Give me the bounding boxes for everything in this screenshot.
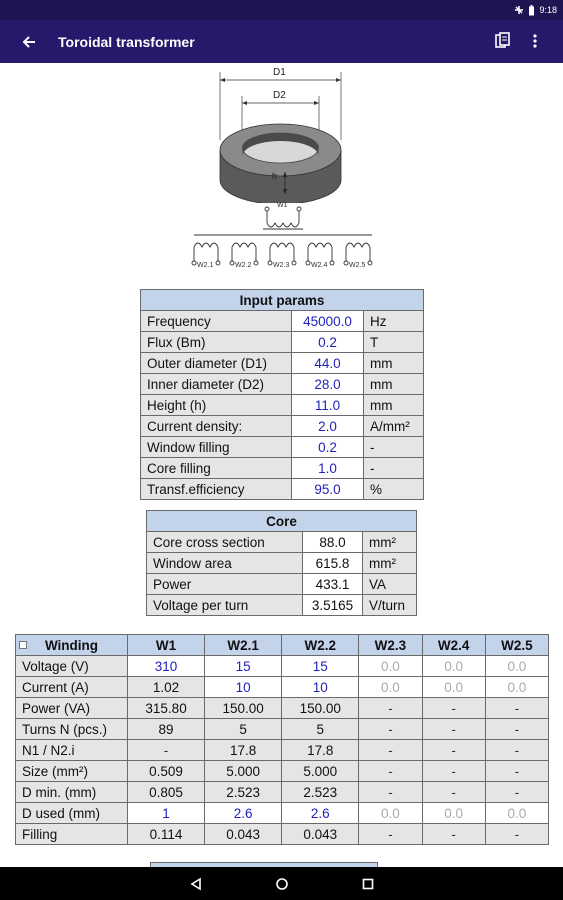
- current-input[interactable]: 0.0: [359, 677, 422, 698]
- voltage-input[interactable]: 310: [128, 656, 205, 677]
- filling-cell: -: [359, 824, 422, 845]
- table-row: [16, 719, 549, 740]
- row-label: N1 / N2.i: [16, 740, 128, 761]
- core-label: Core cross section: [147, 532, 303, 553]
- turns-cell: 89: [128, 719, 205, 740]
- battery-icon: [528, 5, 535, 16]
- dused-input[interactable]: 0.0: [485, 803, 548, 824]
- ratio-cell: -: [485, 740, 548, 761]
- voltage-input[interactable]: 15: [205, 656, 282, 677]
- winding-col-header: W2.4: [422, 635, 485, 656]
- power-cell: -: [359, 698, 422, 719]
- ratio-cell: -: [128, 740, 205, 761]
- navigation-bar: [0, 867, 563, 900]
- toroid-core-diagram: [205, 68, 355, 203]
- dused-input[interactable]: 0.0: [359, 803, 422, 824]
- filling-cell: -: [422, 824, 485, 845]
- dused-input[interactable]: 2.6: [205, 803, 282, 824]
- d1-label: D1: [273, 67, 286, 78]
- filling-cell: -: [485, 824, 548, 845]
- core-unit: mm²: [363, 532, 417, 553]
- content-area[interactable]: [0, 63, 563, 867]
- table-row: [16, 740, 549, 761]
- w2-2-label: W2.2: [235, 262, 252, 269]
- power-cell: 150.00: [282, 698, 359, 719]
- row-label: Voltage (V): [16, 656, 128, 677]
- current-cell: 1.02: [128, 677, 205, 698]
- row-label: D used (mm): [16, 803, 128, 824]
- core-value: 615.8: [303, 553, 363, 574]
- power-cell: 150.00: [205, 698, 282, 719]
- back-arrow-icon[interactable]: [20, 33, 38, 51]
- filling-cell: 0.043: [282, 824, 359, 845]
- core-unit: V/turn: [363, 595, 417, 616]
- param-label: Frequency: [141, 311, 292, 332]
- param-unit: %: [364, 479, 424, 500]
- dmin-cell: -: [485, 782, 548, 803]
- core-value: 433.1: [303, 574, 363, 595]
- checkbox-icon[interactable]: [19, 641, 27, 649]
- param-unit: T: [364, 332, 424, 353]
- voltage-input[interactable]: 15: [282, 656, 359, 677]
- status-bar: [0, 0, 563, 20]
- turns-cell: -: [422, 719, 485, 740]
- param-label: Inner diameter (D2): [141, 374, 292, 395]
- h-label: h: [272, 171, 278, 181]
- size-cell: -: [422, 761, 485, 782]
- param-unit: mm: [364, 395, 424, 416]
- status-time: 9:18: [539, 5, 557, 15]
- dmin-cell: 2.523: [282, 782, 359, 803]
- power-cell: 315.80: [128, 698, 205, 719]
- row-label: D min. (mm): [16, 782, 128, 803]
- filling-cell: 0.114: [128, 824, 205, 845]
- page-title: Toroidal transformer: [58, 33, 195, 50]
- current-input[interactable]: 0.0: [485, 677, 548, 698]
- inner-diameter-input[interactable]: 28.0: [292, 374, 364, 395]
- turns-cell: -: [485, 719, 548, 740]
- voltage-input[interactable]: 0.0: [422, 656, 485, 677]
- recents-nav-icon[interactable]: [361, 877, 375, 891]
- input-params-table: [140, 289, 424, 500]
- core-label: Window area: [147, 553, 303, 574]
- w2-1-label: W2.1: [197, 262, 214, 269]
- table-row: [16, 803, 549, 824]
- core-filling-input[interactable]: 1.0: [292, 458, 364, 479]
- w2-5-label: W2.5: [349, 262, 366, 269]
- back-nav-icon[interactable]: [189, 877, 203, 891]
- ratio-cell: 17.8: [205, 740, 282, 761]
- size-cell: 5.000: [282, 761, 359, 782]
- param-label: Height (h): [141, 395, 292, 416]
- dmin-cell: 2.523: [205, 782, 282, 803]
- size-cell: 5.000: [205, 761, 282, 782]
- window-filling-input[interactable]: 0.2: [292, 437, 364, 458]
- current-density-input[interactable]: 2.0: [292, 416, 364, 437]
- voltage-input[interactable]: 0.0: [485, 656, 548, 677]
- ratio-cell: -: [422, 740, 485, 761]
- param-unit: mm: [364, 374, 424, 395]
- flux-input[interactable]: 0.2: [292, 332, 364, 353]
- winding-col-header: W1: [128, 635, 205, 656]
- power-cell: -: [485, 698, 548, 719]
- winding-table: [15, 634, 549, 845]
- dmin-cell: -: [359, 782, 422, 803]
- signal-icon: [514, 5, 524, 15]
- app-bar: [0, 20, 563, 63]
- core-label: Power: [147, 574, 303, 595]
- param-unit: -: [364, 458, 424, 479]
- voltage-input[interactable]: 0.0: [359, 656, 422, 677]
- dmin-cell: -: [422, 782, 485, 803]
- size-cell: -: [485, 761, 548, 782]
- winding-col-header: W2.2: [282, 635, 359, 656]
- param-label: Transf.efficiency: [141, 479, 292, 500]
- table-row: [16, 698, 549, 719]
- core-unit: mm²: [363, 553, 417, 574]
- turns-cell: 5: [205, 719, 282, 740]
- core-table: [146, 510, 417, 616]
- current-input[interactable]: 0.0: [422, 677, 485, 698]
- home-nav-icon[interactable]: [275, 877, 289, 891]
- core-unit: VA: [363, 574, 417, 595]
- table-row: [16, 656, 549, 677]
- param-label: Window filling: [141, 437, 292, 458]
- current-input[interactable]: 10: [205, 677, 282, 698]
- more-vert-icon[interactable]: [532, 32, 538, 50]
- turns-cell: -: [359, 719, 422, 740]
- param-unit: Hz: [364, 311, 424, 332]
- winding-header: Winding: [16, 635, 128, 656]
- w2-3-label: W2.3: [273, 262, 290, 269]
- table-row: [16, 824, 549, 845]
- efficiency-input[interactable]: 95.0: [292, 479, 364, 500]
- ratio-cell: 17.8: [282, 740, 359, 761]
- param-label: Flux (Bm): [141, 332, 292, 353]
- turns-cell: 5: [282, 719, 359, 740]
- winding-header-row: [16, 635, 549, 656]
- height-input[interactable]: 11.0: [292, 395, 364, 416]
- frequency-input[interactable]: 45000.0: [292, 311, 364, 332]
- param-unit: -: [364, 437, 424, 458]
- dmin-cell: 0.805: [128, 782, 205, 803]
- size-cell: -: [359, 761, 422, 782]
- row-label: Size (mm²): [16, 761, 128, 782]
- d2-label: D2: [273, 90, 286, 101]
- param-unit: A/mm²: [364, 416, 424, 437]
- dused-input[interactable]: 1: [128, 803, 205, 824]
- w1-label: W1: [277, 202, 288, 209]
- current-input[interactable]: 10: [282, 677, 359, 698]
- w2-4-label: W2.4: [311, 262, 328, 269]
- param-label: Current density:: [141, 416, 292, 437]
- dused-input[interactable]: 0.0: [422, 803, 485, 824]
- input-params-title: Input params: [141, 290, 424, 311]
- row-label: Current (A): [16, 677, 128, 698]
- winding-col-header: W2.1: [205, 635, 282, 656]
- row-label: Filling: [16, 824, 128, 845]
- table-row: [16, 761, 549, 782]
- core-value: 3.5165: [303, 595, 363, 616]
- dused-input[interactable]: 2.6: [282, 803, 359, 824]
- table-row: [16, 677, 549, 698]
- size-cell: 0.509: [128, 761, 205, 782]
- power-cell: -: [422, 698, 485, 719]
- table-row: [16, 782, 549, 803]
- core-title: Core: [147, 511, 417, 532]
- winding-col-header: W2.5: [485, 635, 548, 656]
- row-label: Turns N (pcs.): [16, 719, 128, 740]
- param-label: Outer diameter (D1): [141, 353, 292, 374]
- param-label: Core filling: [141, 458, 292, 479]
- outer-diameter-input[interactable]: 44.0: [292, 353, 364, 374]
- core-value: 88.0: [303, 532, 363, 553]
- copy-icon[interactable]: [495, 32, 511, 50]
- core-label: Voltage per turn: [147, 595, 303, 616]
- row-label: Power (VA): [16, 698, 128, 719]
- filling-cell: 0.043: [205, 824, 282, 845]
- winding-col-header: W2.3: [359, 635, 422, 656]
- ratio-cell: -: [359, 740, 422, 761]
- param-unit: mm: [364, 353, 424, 374]
